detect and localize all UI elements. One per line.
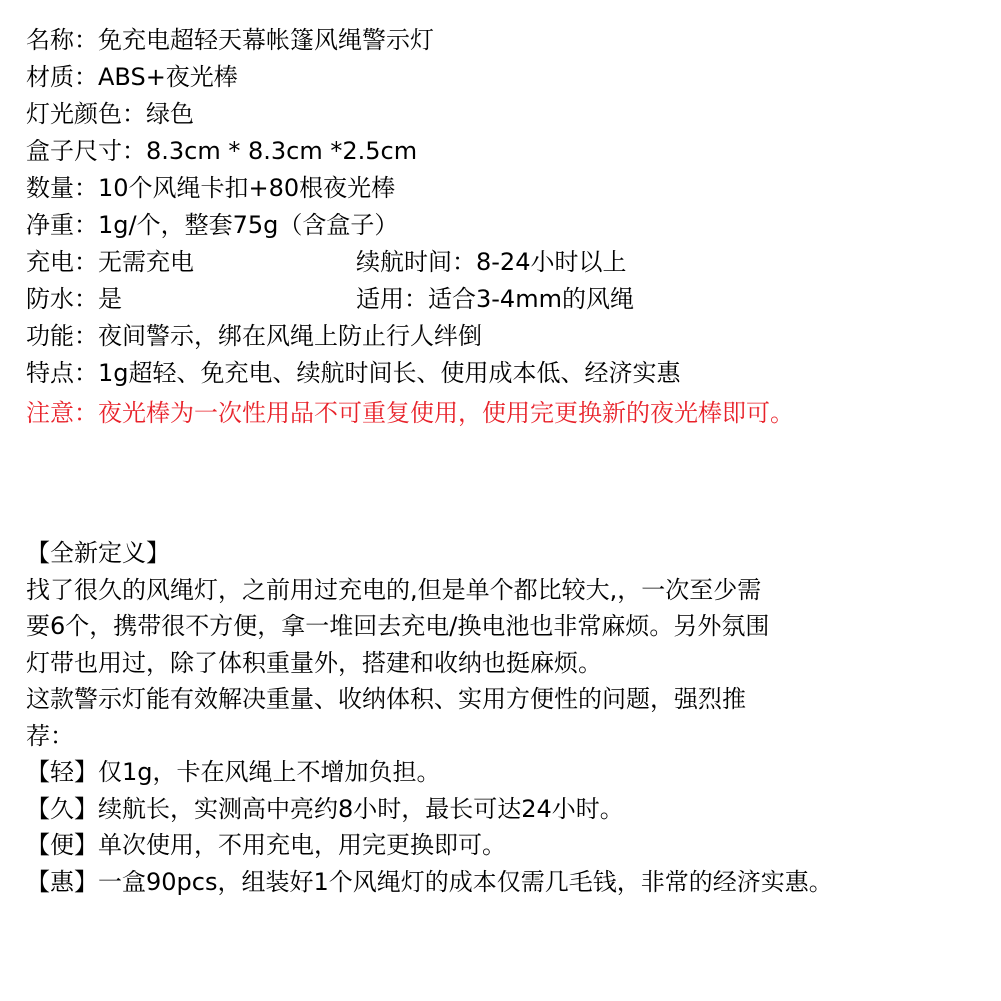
description-heading: 【全新定义】 [26, 539, 170, 567]
description-section [26, 535, 1001, 900]
benefit-economical: 【惠】一盒90pcs，组装好1个风绳灯的成本仅需几毛钱，非常的经济实惠。 [26, 867, 833, 896]
spec-row-charging [26, 244, 1001, 281]
benefit-light: 【轻】仅1g，卡在风绳上不增加负担。 [26, 758, 441, 786]
spec-net-weight: 净重：1g/个，整套75g（含盒子） [26, 211, 399, 239]
spec-function: 功能：夜间警示，绑在风绳上防止行人绊倒 [26, 322, 482, 350]
spec-charging: 充电：无需充电 [26, 248, 194, 276]
spec-row-waterproof [26, 281, 1001, 318]
section-spacer [26, 432, 1001, 535]
spec-battery-life: 续航时间：8-24小时以上 [356, 248, 627, 276]
warning-note: 注意：夜光棒为一次性用品不可重复使用，使用完更换新的夜光棒即可。 [26, 399, 794, 427]
spec-applicable: 适用：适合3-4mm的风绳 [356, 285, 634, 313]
spec-box-size: 盒子尺寸：8.3cm * 8.3cm *2.5cm [26, 137, 418, 165]
spec-name: 名称：免充电超轻天幕帐篷风绳警示灯 [26, 26, 434, 54]
description-line: 要6个，携带很不方便，拿一堆回去充电/换电池也非常麻烦。另外氛围 [26, 612, 770, 640]
description-line: 找了很久的风绳灯，之前用过充电的,但是单个都比较大,，一次至少需 [26, 575, 762, 604]
benefit-convenient: 【便】单次使用，不用充电，用完更换即可。 [26, 831, 506, 859]
spec-quantity: 数量：10个风绳卡扣+80根夜光棒 [26, 174, 396, 202]
description-line: 荐： [26, 721, 74, 750]
spec-waterproof: 防水：是 [26, 285, 122, 313]
description-line: 灯带也用过，除了体积重量外，搭建和收纳也挺麻烦。 [26, 648, 602, 677]
description-line: 这款警示灯能有效解决重量、收纳体积、实用方便性的问题，强烈推 [26, 685, 746, 713]
spec-material: 材质：ABS+夜光棒 [26, 63, 238, 91]
product-description-document [26, 22, 1001, 900]
spec-features: 特点：1g超轻、免充电、续航时间长、使用成本低、经济实惠 [26, 359, 681, 387]
benefit-long-lasting: 【久】续航长，实测高中亮约8小时，最长可达24小时。 [26, 794, 624, 823]
spec-light-color: 灯光颜色：绿色 [26, 100, 194, 128]
